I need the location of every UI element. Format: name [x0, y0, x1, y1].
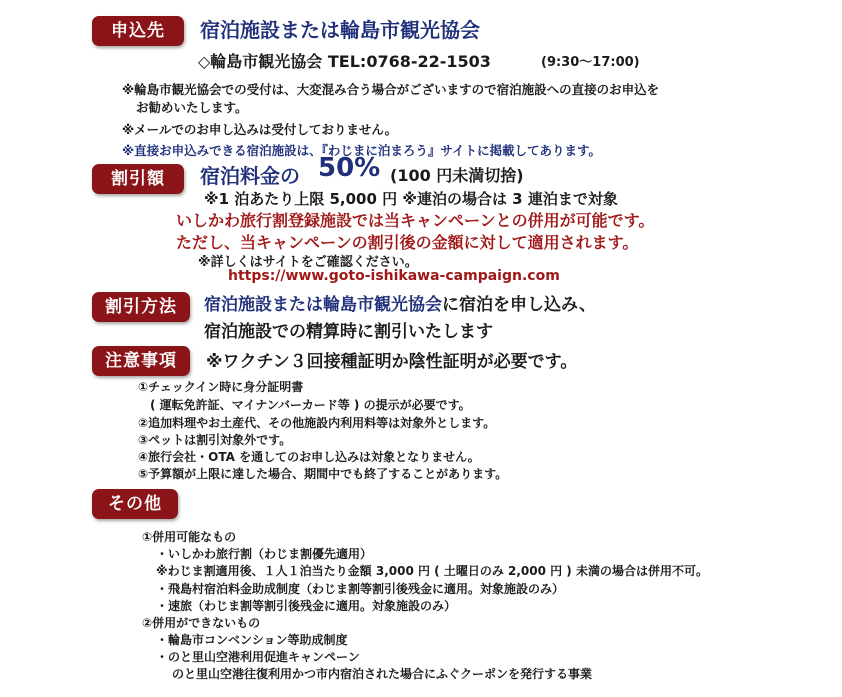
method-line-1 [204, 290, 596, 315]
method-line-1-rest: に宿泊を申し込み、 [442, 295, 597, 315]
caution-item: ③ペットは割引対象外です。 [138, 433, 292, 447]
method-line-2: 宿泊施設での精算時に割引いたします [204, 322, 493, 342]
other-item: のと里山空港往復利用かつ市内宿泊された場合にふぐクーポンを発行する事業 [172, 667, 593, 681]
caution-badge: 注意事項 [92, 346, 190, 376]
discount-red-line-1: いしかわ旅行割登録施設では当キャンペーンとの併用が可能です。 [176, 211, 655, 230]
other-item: ②併用ができないもの [142, 616, 261, 630]
other-item: ※わじま割適用後、１人１泊当たり金額 3,000 円 ( 土曜日のみ 2,000 円 ) 未満の場合は併用不可。 [156, 564, 708, 578]
other-item: ①併用可能なもの [142, 530, 237, 544]
other-item: ・いしかわ旅行割（わじま割優先適用） [156, 547, 373, 561]
application-note-1-cont: お勧めいたします。 [136, 100, 248, 115]
other-item: ・速旅（わじま割等割引後残金に適用。対象施設のみ） [156, 599, 457, 613]
other-item: ・飛島村宿泊料金助成制度（わじま割等割引後残金に適用。対象施設のみ） [156, 582, 565, 596]
discount-badge: 割引額 [92, 164, 184, 194]
discount-percent: 50% [318, 153, 381, 183]
application-headline: 宿泊施設または輪島市観光協会 [200, 18, 480, 42]
caution-item: ( 運転免許証、マイナンバーカード等 ) の提示が必要です。 [150, 398, 471, 412]
caution-item: ①チェックイン時に身分証明書 [138, 380, 304, 394]
other-item: ・のと里山空港利用促進キャンペーン [156, 650, 360, 664]
application-note-1: ※輪島市観光協会での受付は、大変混み合う場合がございますので宿泊施設への直接のお申込を [122, 82, 660, 97]
other-badge: その他 [92, 489, 178, 519]
application-badge: 申込先 [92, 16, 184, 46]
discount-limit: ※1 泊あたり上限 5,000 円 ※連泊の場合は 3 連泊まで対象 [204, 190, 618, 208]
caution-item: ⑤予算額が上限に達した場合、期間中でも終了することがあります。 [138, 467, 508, 481]
other-item: ・輪島市コンベンション等助成制度 [156, 633, 348, 647]
caution-item: ②追加料理やお土産代、その他施設内利用料等は対象外とします。 [138, 416, 496, 430]
discount-rounding: (100 円未満切捨) [390, 166, 524, 185]
discount-label: 宿泊料金の [200, 164, 300, 188]
discount-red-line-2: ただし、当キャンペーンの割引後の金額に対して適用されます。 [176, 233, 639, 252]
method-badge: 割引方法 [92, 292, 190, 322]
application-hours: (9:30〜17:00) [541, 55, 640, 70]
method-line-1-navy: 宿泊施設または輪島市観光協会 [204, 295, 442, 315]
application-note-3: ※直接お申込みできる宿泊施設は、『わじまに泊まろう』サイトに掲載してあります。 [122, 143, 602, 158]
application-note-2: ※メールでのお申し込みは受付しておりません。 [122, 122, 398, 137]
caution-item: ④旅行会社・OTA を通してのお申し込みは対象となりません。 [138, 450, 480, 464]
discount-details: ※詳しくはサイトをご確認ください。 [198, 255, 418, 270]
discount-url[interactable]: https://www.goto-ishikawa-campaign.com [228, 268, 560, 284]
application-contact: ◇輪島市観光協会 TEL:0768-22-1503 [198, 52, 491, 71]
caution-headline: ※ワクチン３回接種証明か陰性証明が必要です。 [206, 352, 578, 372]
